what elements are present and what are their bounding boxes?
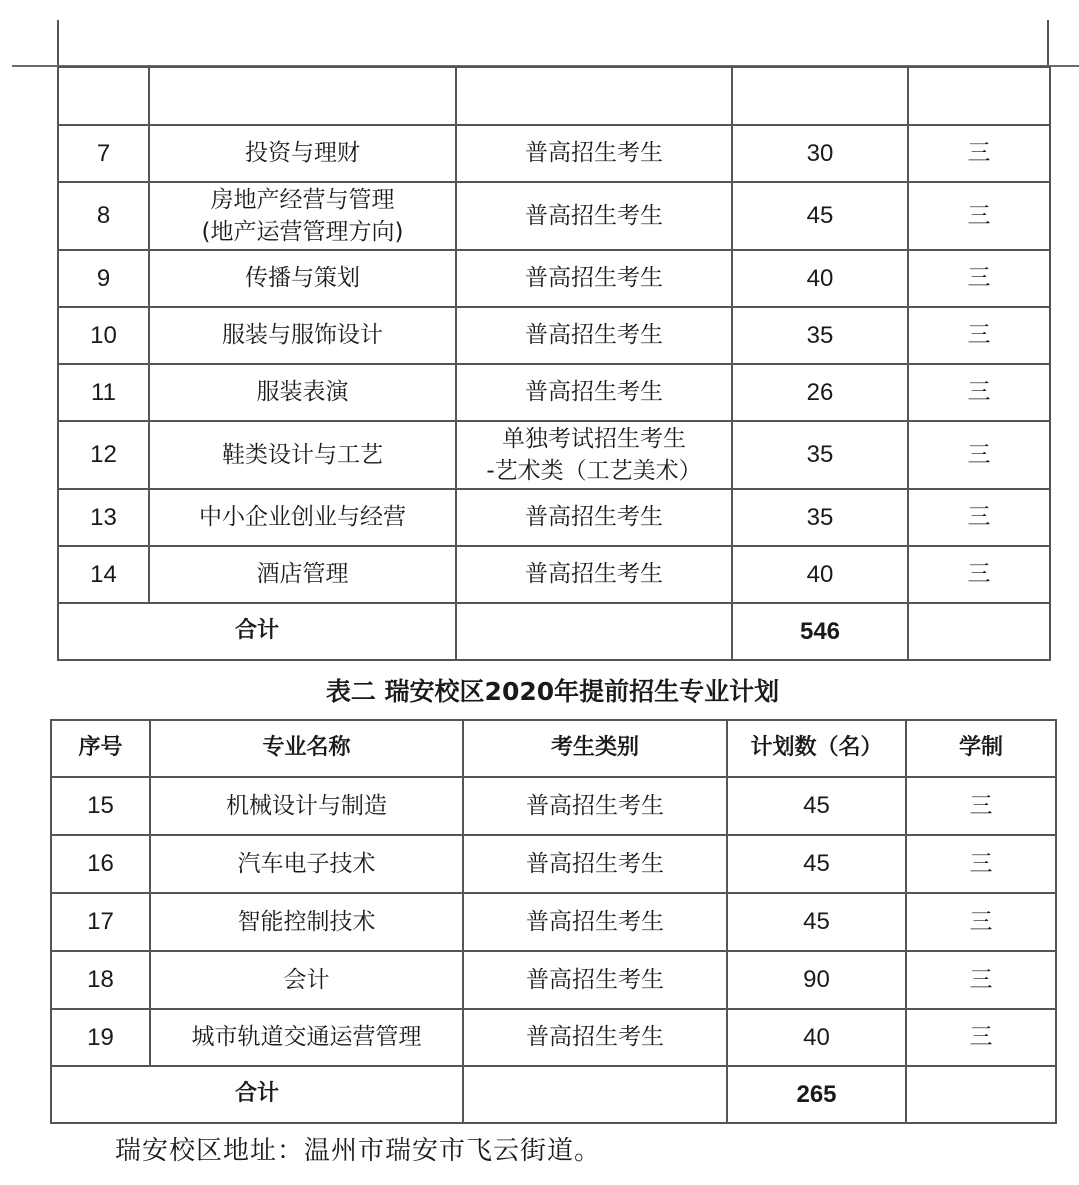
plan-table-1 (57, 66, 1051, 661)
row-number: 8 (58, 182, 149, 250)
total-value: 265 (727, 1066, 906, 1123)
total-blank-cell (906, 1066, 1056, 1123)
major-name-line: (地产运营管理方向) (201, 219, 404, 245)
study-years: 三 (908, 364, 1050, 421)
plan-count: 40 (732, 250, 908, 307)
empty-header-row (58, 67, 1050, 125)
major-name: 城市轨道交通运营管理 (150, 1009, 463, 1066)
plan-count: 45 (727, 777, 906, 835)
row-number: 14 (58, 546, 149, 603)
total-blank-cell (456, 603, 732, 660)
row-number: 19 (51, 1009, 150, 1066)
page-edge-right (1047, 20, 1049, 66)
major-name: 会计 (150, 951, 463, 1009)
plan-count: 45 (732, 182, 908, 250)
total-label: 合计 (58, 603, 456, 660)
study-years: 三 (908, 125, 1050, 182)
student-category: 普高招生考生 (463, 777, 727, 835)
total-blank-cell (908, 603, 1050, 660)
major-name: 服装与服饰设计 (149, 307, 456, 364)
study-years: 三 (906, 893, 1056, 951)
study-years: 三 (908, 546, 1050, 603)
plan-count: 40 (727, 1009, 906, 1066)
header-category: 考生类别 (463, 720, 727, 777)
table-row (58, 250, 1050, 307)
major-name: 鞋类设计与工艺 (149, 421, 456, 489)
header-no: 序号 (51, 720, 150, 777)
study-years: 三 (908, 489, 1050, 546)
page-edge-left (57, 20, 59, 66)
total-row (51, 1066, 1056, 1123)
major-name: 传播与策划 (149, 250, 456, 307)
student-category: 普高招生考生 (456, 307, 732, 364)
plan-count: 35 (732, 421, 908, 489)
table-row (58, 421, 1050, 489)
table-row (51, 777, 1056, 835)
student-category: 普高招生考生 (463, 951, 727, 1009)
plan-count: 35 (732, 307, 908, 364)
table-row (58, 182, 1050, 250)
study-years: 三 (908, 307, 1050, 364)
row-number: 16 (51, 835, 150, 893)
major-name: 机械设计与制造 (150, 777, 463, 835)
table-row (58, 489, 1050, 546)
table-row (58, 546, 1050, 603)
study-years: 三 (906, 777, 1056, 835)
header-plan: 计划数（名） (727, 720, 906, 777)
major-name: 服装表演 (149, 364, 456, 421)
major-name: 投资与理财 (149, 125, 456, 182)
major-name (149, 182, 456, 250)
plan-table-2 (50, 719, 1057, 1124)
student-category: 普高招生考生 (456, 182, 732, 250)
student-category: 普高招生考生 (456, 546, 732, 603)
row-number: 15 (51, 777, 150, 835)
student-category: 普高招生考生 (456, 489, 732, 546)
plan-count: 30 (732, 125, 908, 182)
study-years: 三 (908, 182, 1050, 250)
major-name: 汽车电子技术 (150, 835, 463, 893)
table-row (58, 307, 1050, 364)
table-header-row (51, 720, 1056, 777)
total-value: 546 (732, 603, 908, 660)
student-category: 普高招生考生 (456, 250, 732, 307)
table-row (58, 125, 1050, 182)
table-row (51, 1009, 1056, 1066)
plan-count: 35 (732, 489, 908, 546)
study-years: 三 (908, 250, 1050, 307)
row-number: 18 (51, 951, 150, 1009)
student-category: 普高招生考生 (463, 1009, 727, 1066)
table-2-title: 表二 瑞安校区2020年提前招生专业计划 (325, 677, 780, 706)
row-number: 11 (58, 364, 149, 421)
table-row (51, 893, 1056, 951)
student-category: 普高招生考生 (456, 364, 732, 421)
student-category: 普高招生考生 (463, 893, 727, 951)
student-category (456, 421, 732, 489)
row-number: 12 (58, 421, 149, 489)
total-row (58, 603, 1050, 660)
student-category-line: -艺术类（工艺美术） (486, 458, 702, 484)
major-name-line: 房地产经营与管理 (210, 186, 395, 213)
plan-count: 26 (732, 364, 908, 421)
study-years: 三 (906, 835, 1056, 893)
plan-count: 45 (727, 835, 906, 893)
table-row (51, 951, 1056, 1009)
row-number: 9 (58, 250, 149, 307)
row-number: 10 (58, 307, 149, 364)
total-label: 合计 (51, 1066, 463, 1123)
student-category: 普高招生考生 (456, 125, 732, 182)
major-name: 智能控制技术 (150, 893, 463, 951)
header-major: 专业名称 (150, 720, 463, 777)
major-name: 中小企业创业与经营 (149, 489, 456, 546)
header-years: 学制 (906, 720, 1056, 777)
table-row (58, 364, 1050, 421)
row-number: 13 (58, 489, 149, 546)
plan-count: 40 (732, 546, 908, 603)
major-name: 酒店管理 (149, 546, 456, 603)
study-years: 三 (908, 421, 1050, 489)
row-number: 17 (51, 893, 150, 951)
plan-count: 45 (727, 893, 906, 951)
row-number: 7 (58, 125, 149, 182)
campus-address: 瑞安校区地址：温州市瑞安市飞云街道。 (115, 1136, 602, 1166)
table-row (51, 835, 1056, 893)
student-category: 普高招生考生 (463, 835, 727, 893)
total-blank-cell (463, 1066, 727, 1123)
student-category-line: 单独考试招生考生 (502, 425, 686, 452)
study-years: 三 (906, 951, 1056, 1009)
plan-count: 90 (727, 951, 906, 1009)
study-years: 三 (906, 1009, 1056, 1066)
